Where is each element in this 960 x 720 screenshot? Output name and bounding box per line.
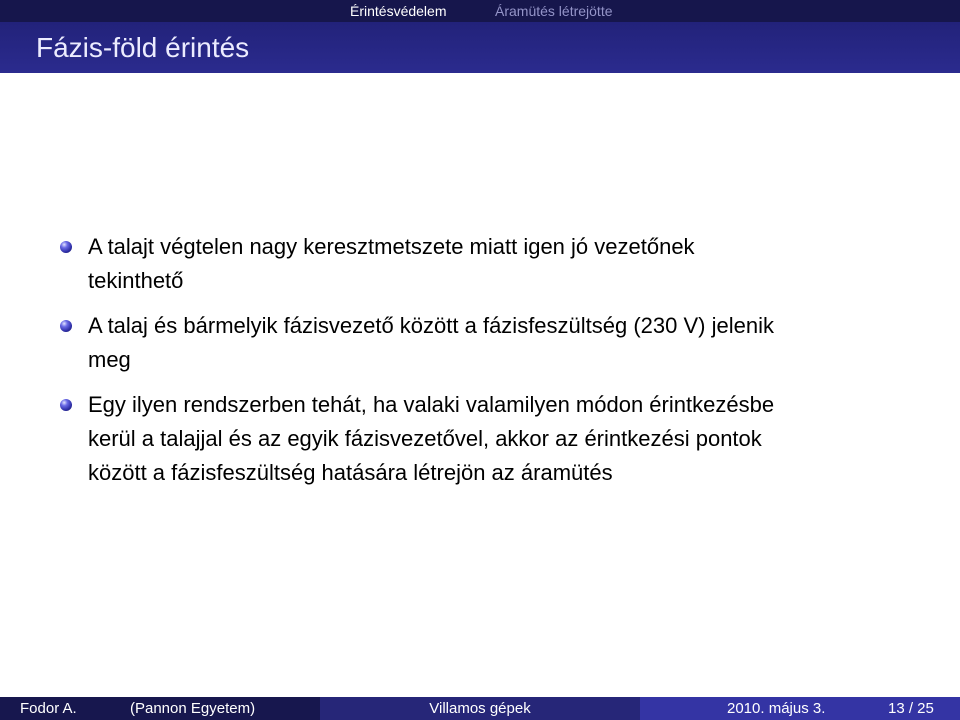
frame-title-bar (0, 22, 960, 73)
bullet-text-line: kerül a talajjal és az egyik fázisvezetővel, akkor az érintkezési pontok (88, 426, 762, 451)
bullet-text-line: A talajt végtelen nagy keresztmetszete miatt igen jó vezetőnek (88, 234, 695, 259)
bullet-item (0, 388, 960, 490)
slide-footer (0, 697, 960, 720)
footer-title-section (320, 697, 640, 720)
nav-subsection-aramutes-letrejotte[interactable]: Áramütés létrejötte (495, 3, 613, 19)
bullet-text-line: Egy ilyen rendszerben tehát, ha valaki valamilyen módon érintkezésbe (88, 392, 775, 417)
bullet-text-line: A talaj és bármelyik fázisvezető között a fázisfeszültség (230 V) jelenik (88, 313, 774, 338)
bullet-text-line: tekinthető (88, 268, 184, 293)
footer-date-section (640, 697, 960, 720)
footer-date: 2010. május 3. (727, 700, 826, 717)
footer-author: Fodor A. (20, 700, 77, 717)
bullet-item (0, 309, 960, 377)
section-navigation-bar (0, 0, 960, 22)
nav-section-erintesvedelem[interactable]: Érintésvédelem (350, 3, 447, 19)
ball-bullet-icon (60, 320, 72, 332)
bullet-text-line: között a fázisfeszültség hatására létrejön az áramütés (88, 460, 613, 485)
bullet-item (0, 230, 960, 298)
bullet-text-line: meg (88, 347, 131, 372)
footer-page-number: 13 / 25 (888, 700, 934, 717)
bullet-list (0, 230, 960, 501)
footer-author-section (0, 697, 320, 720)
ball-bullet-icon (60, 241, 72, 253)
ball-bullet-icon (60, 399, 72, 411)
footer-institute: (Pannon Egyetem) (130, 700, 256, 717)
footer-presentation-title: Villamos gépek (429, 700, 531, 717)
frame-title: Fázis-föld érintés (36, 32, 250, 63)
